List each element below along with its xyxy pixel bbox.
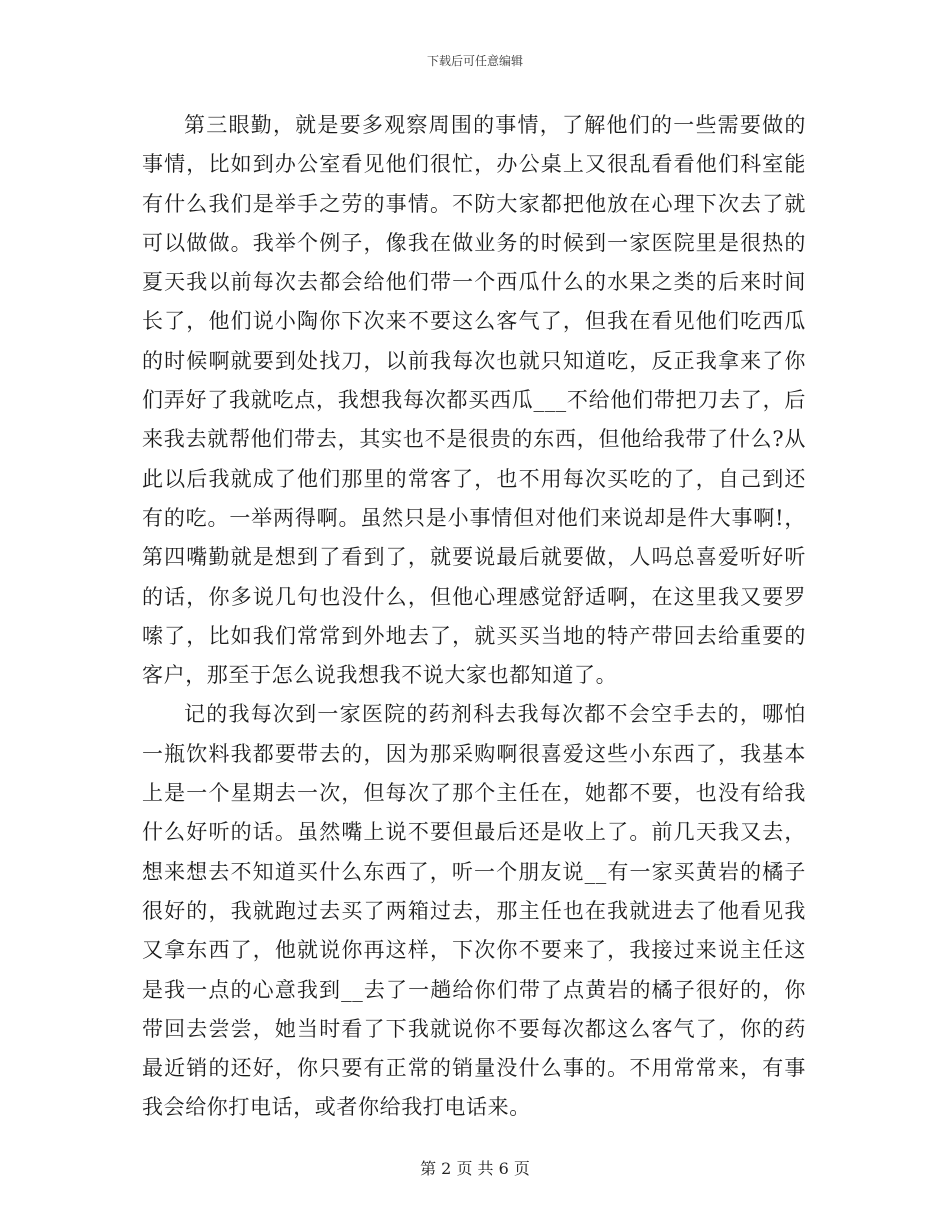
document-body: [142, 106, 806, 1128]
body-paragraph: 记的我每次到一家医院的药剂科去我每次都不会空手去的，哪怕一瓶饮料我都要带去的，因为那采购啊很喜爱这些小东西了，我基本上是一个星期去一次，但每次了那个主任在，她都不要，也没有给我什么好听的话。虽然嘴上说不要但最后还是收上了。前几天我又去，想来想去不知道买什么东西了，听一个朋友说__有一家买黄岩的橘子很好的，我就跑过去买了两箱过去，那主任也在我就进去了他看见我又拿东西了，他就说你再这样，下次你不要来了，我接过来说主任这是我一点的心意我到__去了一趟给你们带了点黄岩的橘子很好的，你带回去尝尝，她当时看了下我就说你不要每次都这么客气了，你的药最近销的还好，你只要有正常的销量没什么事的。不用常常来，有事我会给你打电话，或者你给我打电话来。: [142, 702, 806, 1120]
page-header: 下载后可任意编辑: [426, 54, 523, 68]
body-paragraph: 第三眼勤，就是要多观察周围的事情，了解他们的一些需要做的事情，比如到办公室看见他们很忙，办公桌上又很乱看看他们科室能有什么我们是举手之劳的事情。不防大家都把他放在心理下次去了就可以做做。我举个例子，像我在做业务的时候到一家医院里是很热的夏天我以前每次去都会给他们带一个西瓜什么的水果之类的后来时间长了，他们说小陶你下次来不要这么客气了，但我在看见他们吃西瓜的时候啊就要到处找刀，以前我每次也就只知道吃，反正我拿来了你们弄好了我就吃点，我想我每次都买西瓜___不给他们带把刀去了，后来我去就帮他们带去，其实也不是很贵的东西，但他给我带了什么?从此以后我就成了他们那里的常客了，也不用每次买吃的了，自己到还有的吃。一举两得啊。虽然只是小事情但对他们来说却是件大事啊!，第四嘴勤就是想到了看到了，就要说最后就要做，人吗总喜爱听好听的话，你多说几句也没什么，但他心理感觉舒适啊，在这里我又要罗嗦了，比如我们常常到外地去了，就买买当地的特产带回去给重要的客户，那至于怎么说我想我不说大家也都知道了。: [142, 113, 806, 688]
page-number: 第 2 页 共 6 页: [420, 1159, 530, 1178]
